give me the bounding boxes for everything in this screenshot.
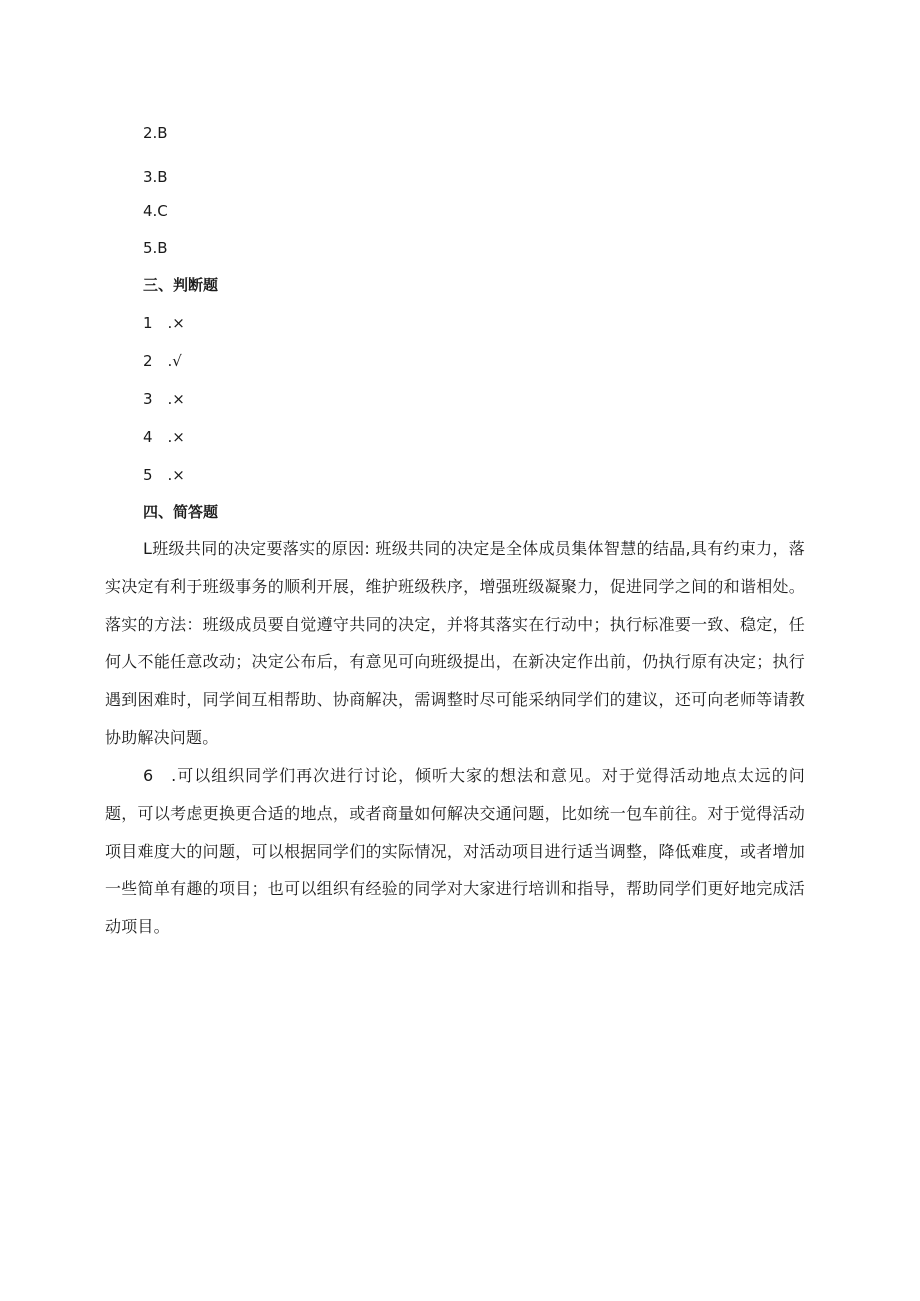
judgment-answer-5: 5 .×: [143, 466, 185, 484]
mc-answer-3: 3.B: [143, 168, 168, 186]
short-answer-1: L班级共同的决定要落实的原因: 班级共同的决定是全体成员集体智慧的结晶,具有约束力，落实决定有利于班级事务的顺利开展，维护班级秩序，增强班级凝聚力，促进同学之间的和谐相处。落实的方法：班级成员要自觉遵守共同的决定，并将其落实在行动中；执行标准要一致、稳定，任何人不能任意改动；决定公布后，有意见可向班级提出，在新决定作出前，仍执行原有决定；执行遇到困难时，同学间互相帮助、协商解决，需调整时尽可能采纳同学们的建议，还可向老师等请教协助解决问题。: [105, 539, 805, 747]
judgment-answer-3: 3 .×: [143, 390, 185, 408]
judgment-answer-4: 4 .×: [143, 428, 185, 446]
judgment-answer-2: 2 .√: [143, 352, 182, 370]
mc-answer-4: 4.C: [143, 202, 168, 220]
judgment-answer-1: 1 .×: [143, 314, 185, 332]
section4-heading: 四、简答题: [143, 503, 219, 521]
section3-heading: 三、判断题: [143, 276, 219, 294]
mc-answer-5: 5.B: [143, 239, 168, 257]
mc-answer-2: 2.B: [143, 124, 168, 142]
short-answer-6: 6 .可以组织同学们再次进行讨论，倾听大家的想法和意见。对于觉得活动地点太远的问题，可以考虑更换更合适的地点，或者商量如何解决交通问题，比如统一包车前往。对于觉得活动项目难度大的问题，可以根据同学们的实际情况，对活动项目进行适当调整，降低难度，或者增加一些简单有趣的项目；也可以组织有经验的同学对大家进行培训和指导，帮助同学们更好地完成活动项目。: [105, 766, 805, 937]
